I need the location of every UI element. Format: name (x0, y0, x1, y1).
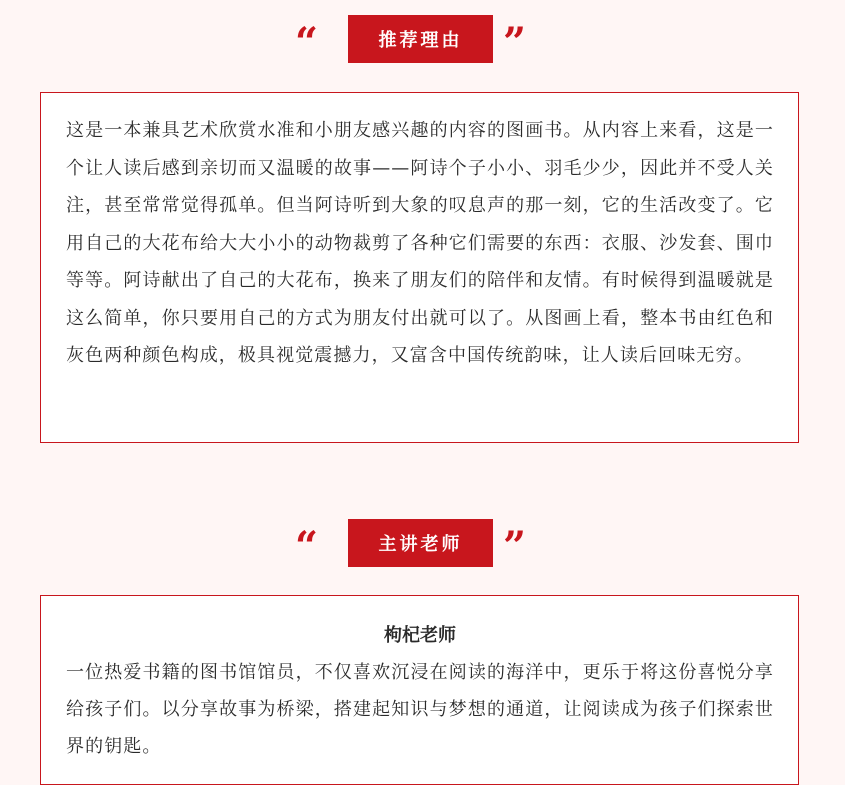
recommendation-card (40, 92, 799, 443)
open-quote-icon: “ (295, 19, 319, 66)
open-quote-icon: “ (295, 523, 319, 570)
section-title-teacher: 主讲老师 (348, 519, 493, 567)
section-header-teacher (0, 519, 845, 570)
teacher-card (40, 595, 799, 785)
section-title-recommendation: 推荐理由 (348, 15, 493, 63)
close-quote-icon: ” (503, 19, 527, 66)
recommendation-text: 这是一本兼具艺术欣赏水准和小朋友感兴趣的内容的图画书。从内容上来看，这是一个让人读后感到亲切而又温暖的故事——阿诗个子小小、羽毛少少，因此并不受人关注，甚至常常觉得孤单。但当阿诗听到大象的叹息声的那一刻，它的生活改变了。它用自己的大花布给大大小小的动物裁剪了各种它们需要的东西：衣服、沙发套、围巾等等。阿诗献出了自己的大花布，换来了朋友们的陪伴和友情。有时候得到温暖就是这么简单，你只要用自己的方式为朋友付出就可以了。从图画上看，整本书由红色和灰色两种颜色构成，极具视觉震撼力，又富含中国传统韵味，让人读后回味无穷。 (66, 120, 774, 366)
teacher-bio: 一位热爱书籍的图书馆馆员，不仅喜欢沉浸在阅读的海洋中，更乐于将这份喜悦分享给孩子们。以分享故事为桥梁，搭建起知识与梦想的通道，让阅读成为孩子们探索世界的钥匙。 (66, 662, 774, 757)
close-quote-icon: ” (503, 523, 527, 570)
section-header-recommendation (0, 15, 845, 66)
teacher-name: 枸杞老师 (384, 625, 456, 646)
